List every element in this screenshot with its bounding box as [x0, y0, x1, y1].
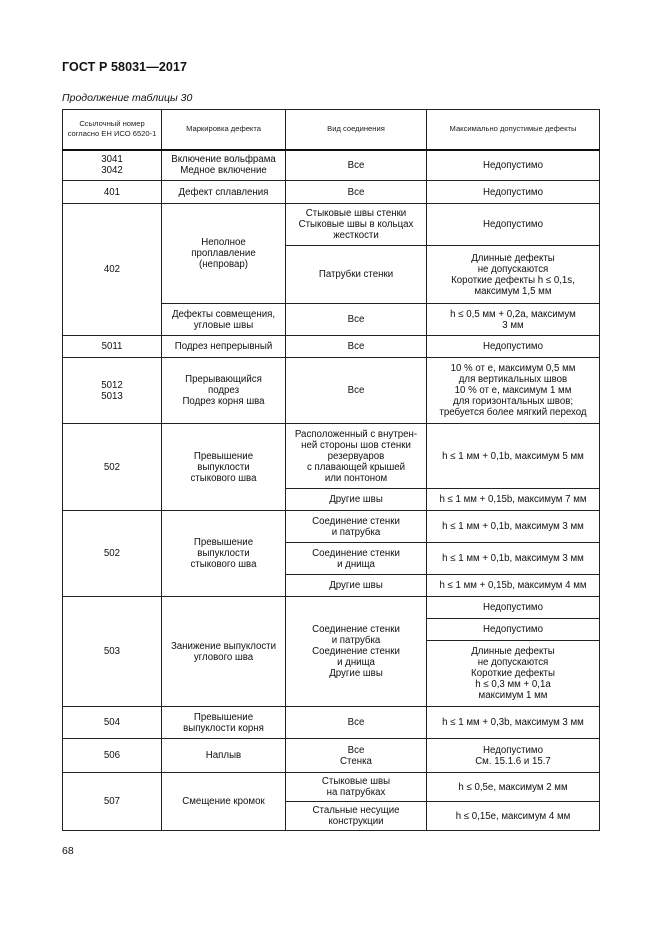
ref-cell: 3041 3042	[63, 150, 162, 181]
max-cell: Недопустимо См. 15.1.6 и 15.7	[427, 739, 600, 773]
marking-cell: Занижение выпуклости углового шва	[162, 597, 286, 707]
max-cell: 10 % от e, максимум 0,5 мм для вертикальных швов 10 % от e, максимум 1 мм для горизонтальных швов; требуется более мягкий переход	[427, 358, 600, 424]
table-row	[63, 150, 600, 181]
column-header-joint: Вид соединения	[286, 110, 427, 150]
ref-cell: 502	[63, 424, 162, 511]
max-cell: h ≤ 1 мм + 0,1b, максимум 3 мм	[427, 511, 600, 543]
document-header: ГОСТ Р 58031—2017	[62, 60, 188, 74]
joint-cell: Все	[286, 181, 427, 204]
ref-cell: 504	[63, 707, 162, 739]
ref-cell: 506	[63, 739, 162, 773]
table-continuation-caption: Продолжение таблицы 30	[62, 92, 193, 104]
table-row	[63, 597, 600, 619]
max-cell: Недопустимо	[427, 204, 600, 246]
ref-cell: 402	[63, 204, 162, 336]
max-cell: h ≤ 1 мм + 0,1b, максимум 5 мм	[427, 424, 600, 489]
max-cell: h ≤ 0,5 мм + 0,2a, максимум 3 мм	[427, 304, 600, 336]
table-row	[63, 739, 600, 773]
marking-cell: Прерывающийся подрез Подрез корня шва	[162, 358, 286, 424]
max-cell: Недопустимо	[427, 336, 600, 358]
column-header-ref: Ссылочный номер согласно ЕН ИСО 6520-1	[63, 110, 162, 150]
max-cell: h ≤ 1 мм + 0,3b, максимум 3 мм	[427, 707, 600, 739]
joint-cell: Все	[286, 304, 427, 336]
joint-cell: Все	[286, 336, 427, 358]
joint-cell: Расположенный с внутрен- ней стороны шов стенки резервуаров с плавающей крышей или понтоном	[286, 424, 427, 489]
marking-cell: Превышение выпуклости корня	[162, 707, 286, 739]
marking-cell: Неполное проплавление (непровар)	[162, 204, 286, 304]
table-row	[63, 773, 600, 802]
joint-cell: Соединение стенки и патрубка	[286, 511, 427, 543]
table-row	[63, 204, 600, 246]
table-row	[63, 511, 600, 543]
max-cell: Недопустимо	[427, 150, 600, 181]
max-cell: Длинные дефекты не допускаются Короткие дефекты h ≤ 0,1s, максимум 1,5 мм	[427, 246, 600, 304]
marking-cell: Дефекты совмещения, угловые швы	[162, 304, 286, 336]
marking-cell: Превышение выпуклости стыкового шва	[162, 511, 286, 597]
table-row	[63, 358, 600, 424]
table-header-row	[63, 110, 600, 150]
marking-cell: Включение вольфрама Медное включение	[162, 150, 286, 181]
max-cell: Недопустимо	[427, 619, 600, 641]
table-row	[63, 707, 600, 739]
joint-cell: Все	[286, 150, 427, 181]
defects-table	[62, 109, 600, 831]
joint-cell: Все Стенка	[286, 739, 427, 773]
joint-cell: Стальные несущие конструкции	[286, 802, 427, 831]
marking-cell: Наплыв	[162, 739, 286, 773]
column-header-marking: Маркировка дефекта	[162, 110, 286, 150]
ref-cell: 5012 5013	[63, 358, 162, 424]
joint-cell: Стыковые швы на патрубках	[286, 773, 427, 802]
ref-cell: 507	[63, 773, 162, 831]
joint-cell: Соединение стенки и днища	[286, 543, 427, 575]
ref-cell: 502	[63, 511, 162, 597]
marking-cell: Дефект сплавления	[162, 181, 286, 204]
marking-cell: Превышение выпуклости стыкового шва	[162, 424, 286, 511]
marking-cell: Смещение кромок	[162, 773, 286, 831]
joint-cell: Все	[286, 358, 427, 424]
joint-cell: Соединение стенки и патрубка Соединение стенки и днища Другие швы	[286, 597, 427, 707]
table-row	[63, 181, 600, 204]
page-number: 68	[62, 845, 74, 857]
joint-cell: Другие швы	[286, 489, 427, 511]
max-cell: Недопустимо	[427, 181, 600, 204]
ref-cell: 503	[63, 597, 162, 707]
max-cell: Недопустимо	[427, 597, 600, 619]
max-cell: h ≤ 0,5e, максимум 2 мм	[427, 773, 600, 802]
column-header-max-defects: Максимально допустимые дефекты	[427, 110, 600, 150]
max-cell: h ≤ 1 мм + 0,15b, максимум 7 мм	[427, 489, 600, 511]
joint-cell: Патрубки стенки	[286, 246, 427, 304]
max-cell: h ≤ 1 мм + 0,1b, максимум 3 мм	[427, 543, 600, 575]
marking-cell: Подрез непрерывный	[162, 336, 286, 358]
table-row	[63, 424, 600, 489]
ref-cell: 401	[63, 181, 162, 204]
joint-cell: Стыковые швы стенки Стыковые швы в кольцах жесткости	[286, 204, 427, 246]
joint-cell: Все	[286, 707, 427, 739]
ref-cell: 5011	[63, 336, 162, 358]
joint-cell: Другие швы	[286, 575, 427, 597]
max-cell: h ≤ 0,15e, максимум 4 мм	[427, 802, 600, 831]
max-cell: Длинные дефекты не допускаются Короткие дефекты h ≤ 0,3 мм + 0,1a максимум 1 мм	[427, 641, 600, 707]
max-cell: h ≤ 1 мм + 0,15b, максимум 4 мм	[427, 575, 600, 597]
table-row	[63, 336, 600, 358]
